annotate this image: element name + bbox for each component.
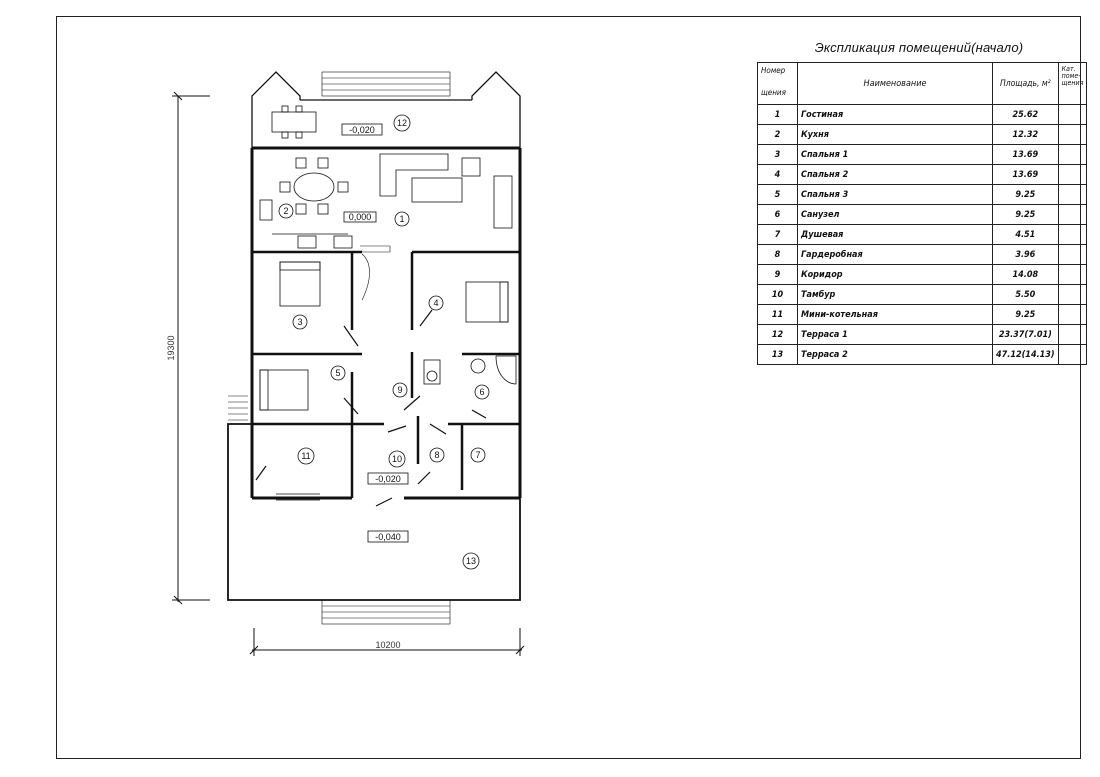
svg-text:13: 13 — [465, 556, 477, 566]
level-mark-living: 0,000 — [348, 212, 372, 222]
room-mark-3 — [293, 315, 307, 329]
svg-text:10: 10 — [391, 454, 403, 464]
cell-name: Терраса 2 — [798, 345, 993, 365]
cell-num: 9 — [758, 265, 798, 285]
cell-num: 8 — [758, 245, 798, 265]
cell-name: Терраса 1 — [798, 325, 993, 345]
cell-name: Санузел — [798, 205, 993, 225]
dimension-height-label: 19300 — [166, 335, 176, 361]
svg-text:4: 4 — [433, 298, 439, 308]
svg-text:11: 11 — [301, 451, 311, 461]
cell-area: 9.25 — [993, 205, 1059, 225]
header-name: Наименование — [798, 63, 993, 105]
room-mark-5 — [331, 366, 345, 380]
svg-text:9: 9 — [397, 385, 403, 395]
cell-num: 13 — [758, 345, 798, 365]
cell-area: 47.12(14.13) — [993, 345, 1059, 365]
cell-num: 11 — [758, 305, 798, 325]
cell-name: Гардеробная — [798, 245, 993, 265]
level-mark-vestibule: -0,020 — [375, 474, 401, 484]
room-mark-8 — [430, 448, 444, 462]
cell-area: 9.25 — [993, 305, 1059, 325]
cell-num: 2 — [758, 125, 798, 145]
svg-text:3: 3 — [297, 317, 303, 327]
cell-name: Коридор — [798, 265, 993, 285]
room-mark-1 — [395, 212, 409, 226]
cell-num: 7 — [758, 225, 798, 245]
cell-area: 13.69 — [993, 165, 1059, 185]
dimension-vertical — [172, 92, 210, 604]
cell-num: 5 — [758, 185, 798, 205]
cell-name: Спальня 3 — [798, 185, 993, 205]
svg-text:5: 5 — [335, 368, 341, 378]
cell-area: 9.25 — [993, 185, 1059, 205]
cell-num: 10 — [758, 285, 798, 305]
svg-text:2: 2 — [283, 206, 289, 216]
cell-name: Тамбур — [798, 285, 993, 305]
svg-text:12: 12 — [396, 118, 408, 128]
svg-text:1: 1 — [399, 214, 405, 224]
room-mark-11 — [298, 448, 314, 464]
cell-area: 3.96 — [993, 245, 1059, 265]
room-mark-7 — [471, 448, 485, 462]
cell-num: 4 — [758, 165, 798, 185]
header-number: Номер щения — [758, 63, 798, 105]
header-category: Кат. поме- щения — [1058, 63, 1087, 105]
svg-text:6: 6 — [479, 387, 485, 397]
room-mark-10 — [389, 451, 405, 467]
room-mark-13 — [463, 553, 479, 569]
svg-text:8: 8 — [434, 450, 440, 460]
dimension-width-label: 10200 — [375, 640, 401, 650]
level-mark-terrace1: -0,020 — [349, 125, 375, 135]
room-mark-2 — [279, 204, 293, 218]
cell-num: 1 — [758, 105, 798, 125]
header-area: Площадь, м² — [993, 63, 1059, 105]
room-mark-9 — [393, 383, 407, 397]
cell-name: Гостиная — [798, 105, 993, 125]
cell-area: 13.69 — [993, 145, 1059, 165]
cell-name: Кухня — [798, 125, 993, 145]
cell-area: 4.51 — [993, 225, 1059, 245]
explication-title: Экспликация помещений(начало) — [814, 40, 1024, 55]
cell-area: 5.50 — [993, 285, 1059, 305]
room-mark-4 — [429, 296, 443, 310]
cell-name: Мини-котельная — [798, 305, 993, 325]
cell-num: 6 — [758, 205, 798, 225]
level-mark-terrace2: -0,040 — [375, 532, 401, 542]
cell-area: 23.37(7.01) — [993, 325, 1059, 345]
svg-text:7: 7 — [475, 450, 481, 460]
cell-name: Спальня 2 — [798, 165, 993, 185]
room-mark-6 — [475, 385, 489, 399]
cell-name: Спальня 1 — [798, 145, 993, 165]
cell-area: 12.32 — [993, 125, 1059, 145]
cell-num: 3 — [758, 145, 798, 165]
doors — [256, 310, 486, 506]
furniture — [260, 106, 516, 410]
cell-area: 25.62 — [993, 105, 1059, 125]
cell-name: Душевая — [798, 225, 993, 245]
terrace-1-outline — [252, 72, 520, 148]
cell-area: 14.08 — [993, 265, 1059, 285]
cell-num: 12 — [758, 325, 798, 345]
exterior-walls — [252, 148, 520, 498]
room-mark-12 — [394, 115, 410, 131]
